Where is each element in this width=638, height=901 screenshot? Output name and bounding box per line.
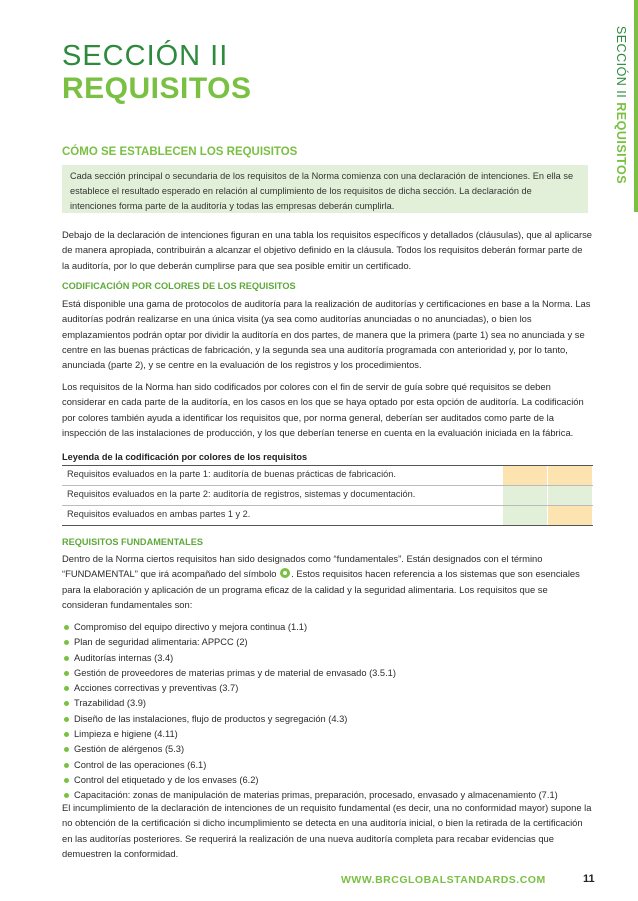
side-edge-bar [634,0,638,212]
legend-bottom-rule [62,525,593,526]
side-tab-section: SECCIÓN II [614,25,628,99]
bullet-icon [64,625,69,630]
legend-swatch [503,486,547,505]
list-item [64,742,594,757]
page-number: 11 [583,873,595,885]
list-item-text: Plan de seguridad alimentaria: APPCC (2) [74,637,248,648]
color-coding-paragraph-2: Los requisitos de la Norma han sido codificados por colores con el fin de servir de guía sobre qué requisitos se deben considerar en cada parte de la auditoría, en los casos en los que se haya optado por esta opción de auditoría. La codificación por colores también ayuda a identificar los requisitos que, por norma general, deberían ser auditados como parte de la inspección de las instalaciones de producción, y los que deberían tenerse en cuenta en la evaluación iniciada en la fábrica. [62,381,584,438]
list-item-text: Gestión de alérgenos (5.3) [74,744,185,755]
legend-row-label: Requisitos evaluados en la parte 1: auditoría de buenas prácticas de fabricación. [67,469,396,479]
legend-swatch [548,466,592,485]
list-item [64,620,594,635]
list-item-text: Trazabilidad (3.9) [74,698,146,709]
legend-row-label: Requisitos evaluados en ambas partes 1 y 2. [67,509,251,519]
legend-title: Leyenda de la codificación por colores de los requisitos [62,452,308,462]
list-item-text: Diseño de las instalaciones, flujo de productos y segregación (4.3) [74,713,348,724]
bullet-icon [64,686,69,691]
bullet-icon [64,747,69,752]
list-item [64,651,594,666]
page-title: REQUISITOS [62,72,252,105]
list-item-text: Control del etiquetado y de los envases (6.2) [74,774,259,785]
color-coding-heading: CODIFICACIÓN POR COLORES DE LOS REQUISITOS [62,281,296,291]
legend-swatch [548,506,592,525]
fundamentals-list [64,620,594,804]
footer-website-link[interactable]: WWW.BRCGLOBALSTANDARDS.COM [341,874,546,886]
legend-row [62,486,593,505]
legend-swatch [548,486,592,505]
side-tab-title: REQUISITOS [614,102,628,185]
bullet-icon [64,763,69,768]
list-item [64,773,594,788]
bullet-icon [64,701,69,706]
list-item [64,758,594,773]
list-item [64,696,594,711]
legend-row [62,466,593,485]
intro-paragraph: Debajo de la declaración de intenciones figuran en una tabla los requisitos específicos y detallados (cláusulas), que al aplicarse de manera apropiada, contribuirán a alcanzar el objetivo definido en la cláusula. Todos los requisitos deberán formar parte de la auditoría, por lo que deberán cumplirse para que sea posible emitir un certificado. [62,229,593,271]
intro-heading: CÓMO SE ESTABLECEN LOS REQUISITOS [62,146,298,158]
section-label: SECCIÓN II [62,40,229,72]
legend-row [62,506,593,525]
side-tab-text [614,26,628,184]
legend-swatch [503,506,547,525]
legend-row-label: Requisitos evaluados en la parte 2: auditoría de registros, sistemas y documentación. [67,489,416,499]
bullet-icon [64,793,69,798]
intro-box: Cada sección principal o secundaria de los requisitos de la Norma comienza con una declaración de intenciones. En ella se establece el resultado esperado en relación al cumplimiento de los requisitos de dicha sección. La declaración de intenciones forma parte de la auditoría y todas las empresas deberán cumplirla. [62,165,588,213]
list-item-text: Capacitación: zonas de manipulación de materias primas, preparación, procesado, envasado y almacenamiento (7.1) [74,790,558,801]
list-item-text: Acciones correctivas y preventivas (3.7) [74,683,239,694]
side-section-tab [604,0,638,212]
fundamentals-text-end: . Estos requisitos hacen referencia a los sistemas que son esenciales para la elaboración y aplicación de un programa eficaz de la calidad y la seguridad alimentaria. Los requisitos que se consideran fundamentales son: [62,568,580,610]
bullet-icon [64,717,69,722]
list-item [64,681,594,696]
list-item-text: Limpieza e higiene (4.11) [74,729,178,740]
list-item-text: Auditorías internas (3.4) [74,652,174,663]
list-item [64,635,594,650]
fundamentals-text-start: Dentro de la Norma ciertos requisitos han sido designados como “fundamentales”. Están designados con el término “FUNDAMENTAL” que irá acompañado del símbolo [62,553,543,580]
bullet-icon [64,732,69,737]
bullet-icon [64,656,69,661]
fundamental-symbol-icon [280,568,290,578]
list-item [64,712,594,727]
legend-swatch [503,466,547,485]
list-item-text: Gestión de proveedores de materias primas y de material de envasado (3.5.1) [74,667,396,678]
color-coding-paragraph-1: Está disponible una gama de protocolos de auditoría para la realización de auditorías y certificaciones en base a la Norma. Las auditorías podrán realizarse en una única visita (ya sea como auditorías anunciadas o no anunciadas), o bien los emplazamientos podrán optar por dividir la auditoría en dos partes, de manera que la primera (parte 1) sea no anunciada y se centre en las buenas prácticas de fabricación, y la segunda sea una auditoría programada con anterioridad y, por lo tanto, anunciada (parte 2), y se centre en la evaluación de los registros y los procedimientos. [62,298,591,371]
closing-paragraph: El incumplimiento de la declaración de intenciones de un requisito fundamental (es decir, una no conformidad mayor) supone la no obtención de la certificación si dicho incumplimiento se detecta en una auditoría inicial, o bien la retirada de la certificación en las auditorías posteriores. Se requerirá la realización de una nueva auditoría completa para recabar evidencias que demuestren la conformidad. [62,802,592,859]
list-item [64,666,594,681]
fundamentals-paragraph [62,551,592,612]
list-item-text: Compromiso del equipo directivo y mejora continua (1.1) [74,622,308,632]
bullet-icon [64,640,69,645]
list-item-text: Control de las operaciones (6.1) [74,759,207,770]
bullet-icon [64,671,69,676]
fundamentals-heading: REQUISITOS FUNDAMENTALES [62,537,204,547]
bullet-icon [64,778,69,783]
list-item [64,727,594,742]
